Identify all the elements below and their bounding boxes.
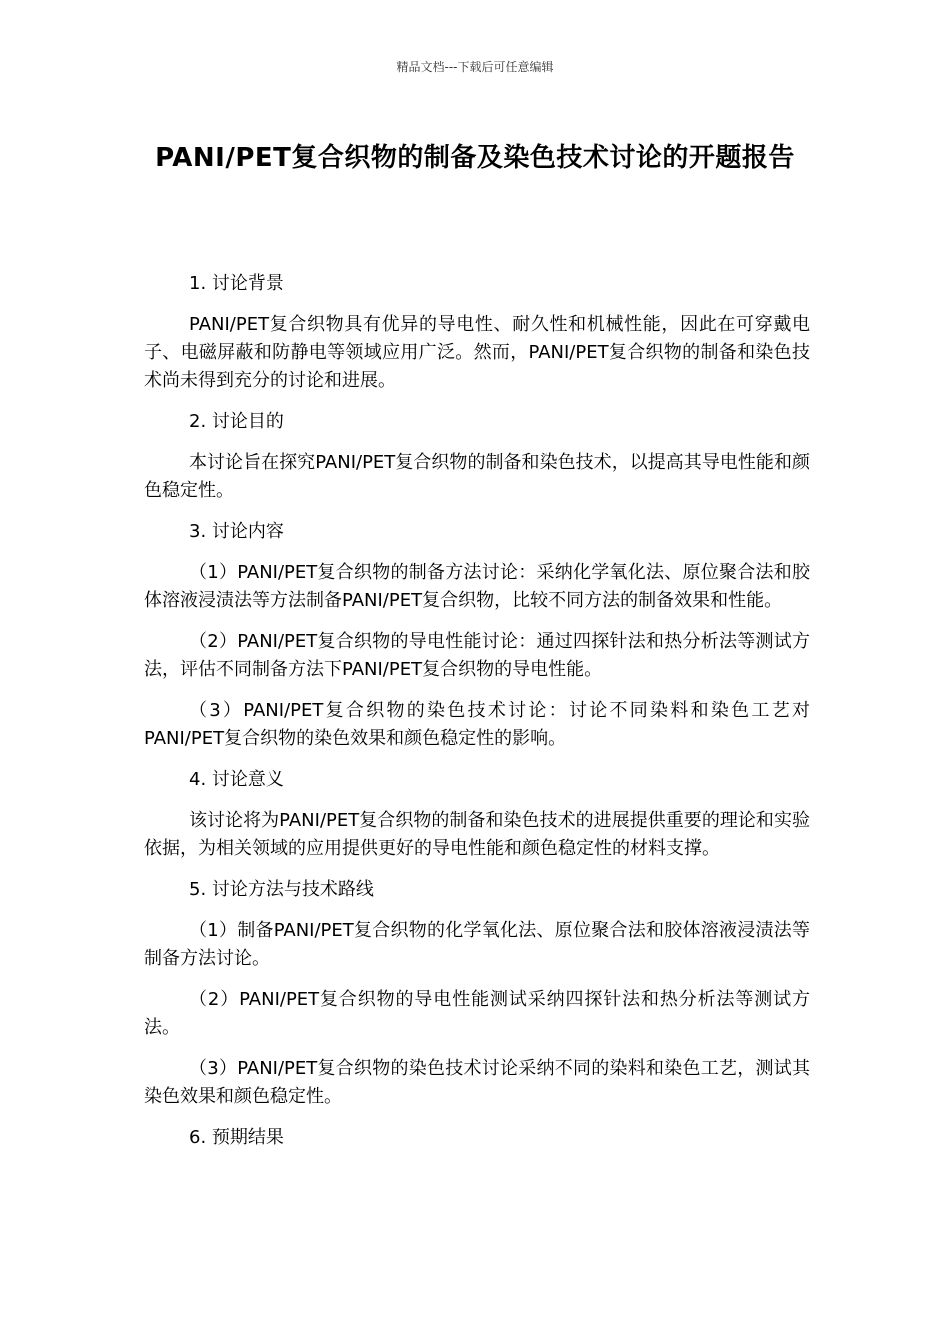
section-heading-significance: 4. 讨论意义 — [189, 769, 284, 790]
section-heading-expected-results: 6. 预期结果 — [189, 1127, 284, 1148]
section-heading-content: 3. 讨论内容 — [189, 521, 284, 542]
content-item-3: （3）PANI/PET复合织物的染色技术讨论：讨论不同染料和染色工艺对PANI/PET复合织物的染色效果和颜色稳定性的影响。 — [144, 700, 810, 749]
section-body-purpose: 本讨论旨在探究PANI/PET复合织物的制备和染色技术，以提高其导电性能和颜色稳定性。 — [144, 452, 810, 501]
document-body — [144, 270, 810, 1165]
section-heading-background: 1. 讨论背景 — [189, 273, 284, 294]
methods-item-1: （1）制备PANI/PET复合织物的化学氧化法、原位聚合法和胶体溶液浸渍法等制备方法讨论。 — [144, 920, 810, 969]
section-body-significance: 该讨论将为PANI/PET复合织物的制备和染色技术的进展提供重要的理论和实验依据，为相关领域的应用提供更好的导电性能和颜色稳定性的材料支撑。 — [144, 810, 810, 859]
section-heading-purpose: 2. 讨论目的 — [189, 411, 284, 432]
methods-item-3: （3）PANI/PET复合织物的染色技术讨论采纳不同的染料和染色工艺，测试其染色效果和颜色稳定性。 — [144, 1058, 810, 1107]
section-body-background: PANI/PET复合织物具有优异的导电性、耐久性和机械性能，因此在可穿戴电子、电磁屏蔽和防静电等领域应用广泛。然而，PANI/PET复合织物的制备和染色技术尚未得到充分的讨论和进展。 — [144, 314, 810, 391]
methods-item-2: （2）PANI/PET复合织物的导电性能测试采纳四探针法和热分析法等测试方法。 — [144, 989, 810, 1038]
content-item-1: （1）PANI/PET复合织物的制备方法讨论：采纳化学氧化法、原位聚合法和胶体溶液浸渍法等方法制备PANI/PET复合织物，比较不同方法的制备效果和性能。 — [144, 562, 810, 611]
content-item-2: （2）PANI/PET复合织物的导电性能讨论：通过四探针法和热分析法等测试方法，评估不同制备方法下PANI/PET复合织物的导电性能。 — [144, 631, 810, 680]
header-watermark: 精品文档---下载后可任意编辑 — [396, 60, 554, 74]
document-title: PANI/PET复合织物的制备及染色技术讨论的开题报告 — [155, 143, 795, 173]
section-heading-methods: 5. 讨论方法与技术路线 — [189, 879, 374, 900]
